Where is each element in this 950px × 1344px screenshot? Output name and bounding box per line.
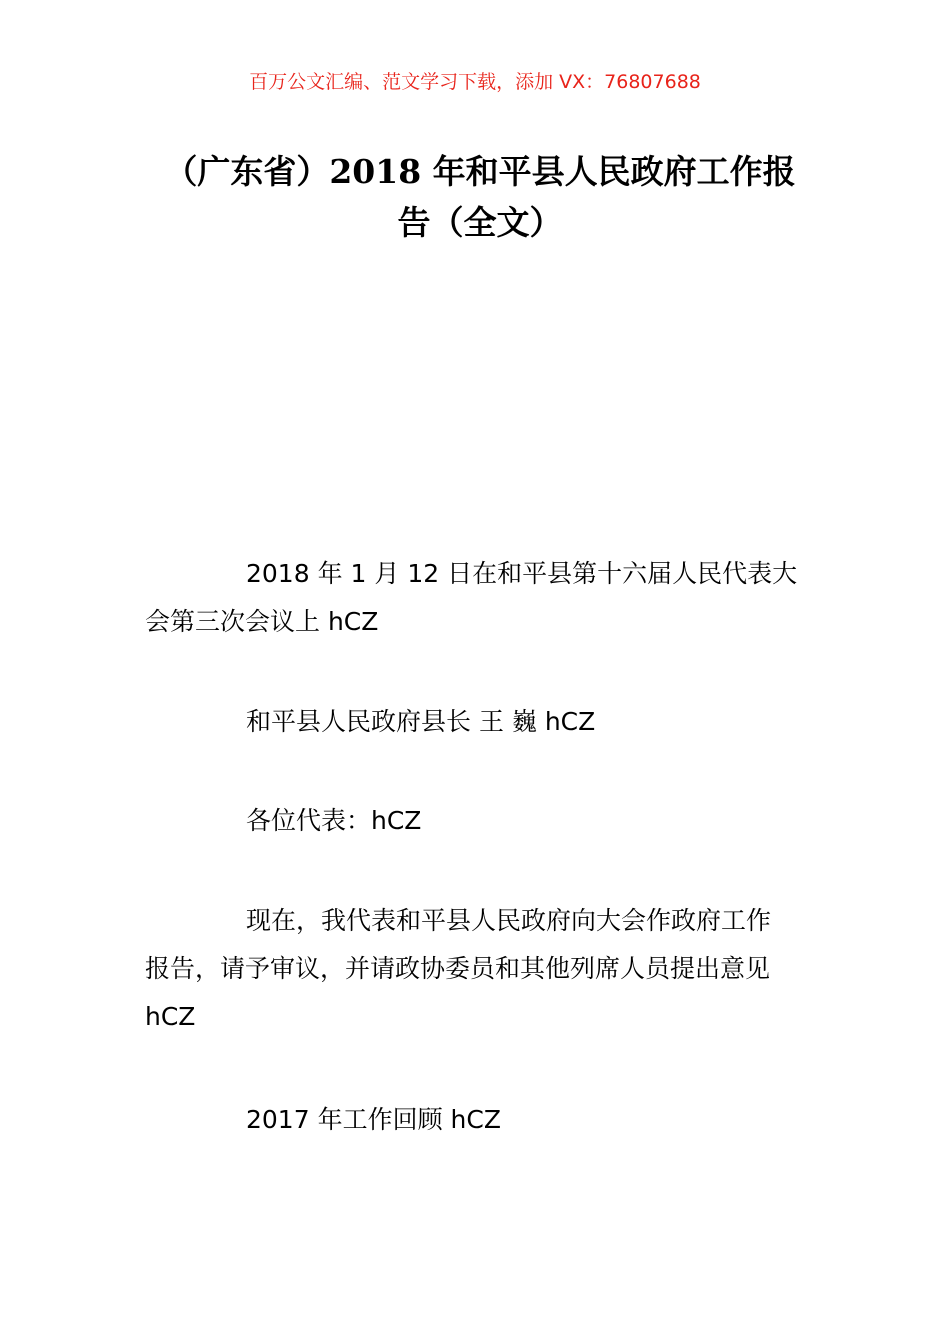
paragraph-line: 现在，我代表和平县人民政府向大会作政府工作 bbox=[246, 906, 772, 935]
paragraph-line: 2018 年 1 月 12 日在和平县第十六届人民代表大 bbox=[246, 559, 798, 588]
speaker-paragraph bbox=[145, 698, 810, 746]
paragraph-line: hCZ bbox=[145, 1002, 196, 1031]
intro-paragraph bbox=[145, 897, 810, 1041]
section-heading-paragraph bbox=[145, 1096, 810, 1144]
paragraph-line: 各位代表：hCZ bbox=[246, 806, 422, 835]
paragraph-line: 会第三次会议上 hCZ bbox=[145, 607, 379, 636]
paragraph-line: 和平县人民政府县长 王 巍 hCZ bbox=[246, 707, 596, 736]
title-line: （广东省）2018 年和平县人民政府工作报 bbox=[164, 152, 796, 191]
promo-banner: 百万公文汇编、范文学习下载，添加 VX：76807688 bbox=[249, 71, 701, 93]
paragraph-line: 2017 年工作回顾 hCZ bbox=[246, 1105, 501, 1134]
meeting-info-paragraph bbox=[145, 550, 810, 646]
title-line: 告（全文） bbox=[397, 203, 563, 242]
document-title bbox=[145, 146, 815, 248]
salutation-paragraph bbox=[145, 797, 810, 845]
paragraph-line: 报告，请予审议，并请政协委员和其他列席人员提出意见 bbox=[145, 954, 771, 983]
